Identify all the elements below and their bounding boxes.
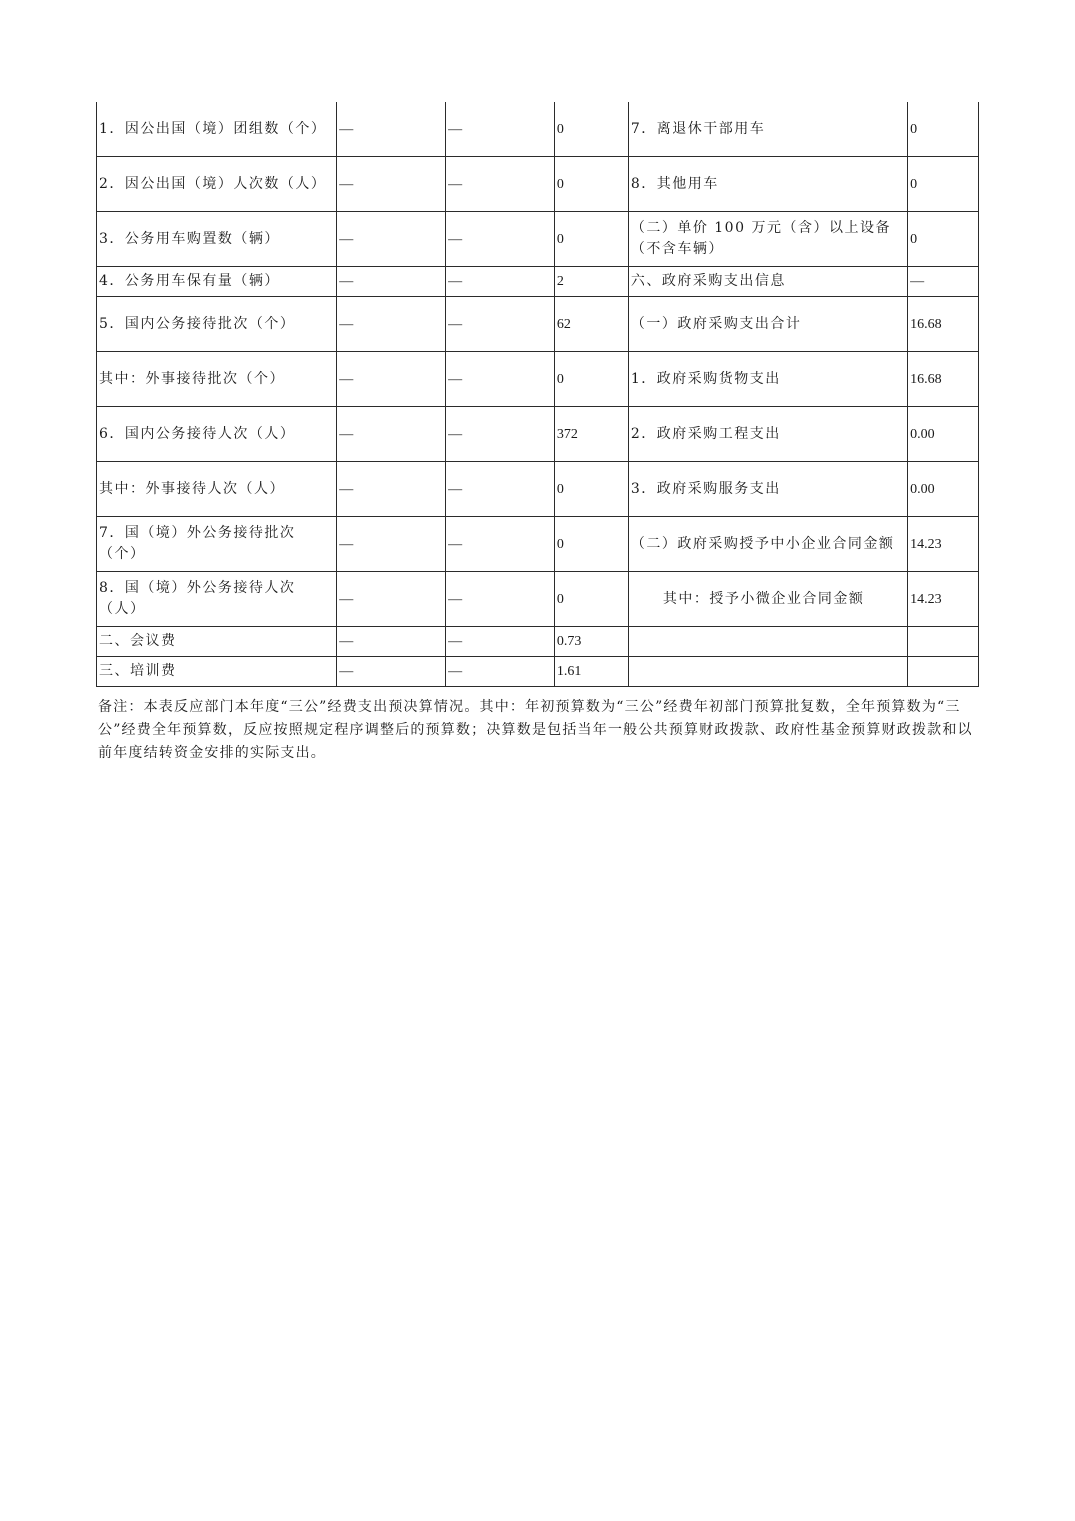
right-value-cell: 0.00 bbox=[908, 407, 979, 462]
initial-budget-cell: — bbox=[337, 267, 446, 297]
right-value-cell bbox=[908, 657, 979, 687]
right-label: 六、政府采购支出信息 bbox=[628, 267, 907, 297]
right-label: 8．其他用车 bbox=[628, 157, 907, 212]
initial-budget-cell: — bbox=[337, 157, 446, 212]
final-value-cell: 0 bbox=[554, 157, 628, 212]
table-row bbox=[97, 352, 979, 407]
annual-budget-cell: — bbox=[446, 657, 555, 687]
right-value-cell: 14.23 bbox=[908, 572, 979, 627]
right-label: 其中：授予小微企业合同金额 bbox=[628, 572, 907, 627]
row-label: 二、会议费 bbox=[97, 627, 337, 657]
right-label: （二）单价 100 万元（含）以上设备（不含车辆） bbox=[628, 212, 907, 267]
initial-budget-cell: — bbox=[337, 102, 446, 157]
initial-budget-cell: — bbox=[337, 517, 446, 572]
final-value-cell: 0 bbox=[554, 462, 628, 517]
row-label: 1．因公出国（境）团组数（个） bbox=[97, 102, 337, 157]
right-value-cell: — bbox=[908, 267, 979, 297]
right-label: （一）政府采购支出合计 bbox=[628, 297, 907, 352]
table-row bbox=[97, 157, 979, 212]
annual-budget-cell: — bbox=[446, 102, 555, 157]
right-value-cell: 0 bbox=[908, 212, 979, 267]
right-label: 2．政府采购工程支出 bbox=[628, 407, 907, 462]
final-value-cell: 0 bbox=[554, 572, 628, 627]
right-value-cell: 0.00 bbox=[908, 462, 979, 517]
right-value-cell: 0 bbox=[908, 157, 979, 212]
annual-budget-cell: — bbox=[446, 517, 555, 572]
initial-budget-cell: — bbox=[337, 462, 446, 517]
right-label: 7．离退休干部用车 bbox=[628, 102, 907, 157]
table-footnote: 备注：本表反应部门本年度“三公”经费支出预决算情况。其中：年初预算数为“三公”经费年初部门预算批复数，全年预算数为“三公”经费全年预算数，反应按照规定程序调整后的预算数；决算数是包括当年一般公共预算财政拨款、政府性基金预算财政拨款和以前年度结转资金安排的实际支出。 bbox=[98, 699, 973, 761]
table-row bbox=[97, 102, 979, 157]
annual-budget-cell: — bbox=[446, 627, 555, 657]
table-row bbox=[97, 212, 979, 267]
initial-budget-cell: — bbox=[337, 407, 446, 462]
table-row bbox=[97, 657, 979, 687]
final-value-cell: 62 bbox=[554, 297, 628, 352]
right-label bbox=[628, 657, 907, 687]
row-label: 8．国（境）外公务接待人次（人） bbox=[97, 572, 337, 627]
initial-budget-cell: — bbox=[337, 352, 446, 407]
table-row bbox=[97, 627, 979, 657]
table-row bbox=[97, 462, 979, 517]
annual-budget-cell: — bbox=[446, 267, 555, 297]
right-label: （二）政府采购授予中小企业合同金额 bbox=[628, 517, 907, 572]
table-row bbox=[97, 407, 979, 462]
right-label: 3．政府采购服务支出 bbox=[628, 462, 907, 517]
right-label bbox=[628, 627, 907, 657]
annual-budget-cell: — bbox=[446, 297, 555, 352]
table-row bbox=[97, 517, 979, 572]
three-public-expenses-table bbox=[96, 102, 979, 687]
right-value-cell: 0 bbox=[908, 102, 979, 157]
annual-budget-cell: — bbox=[446, 157, 555, 212]
row-label: 4．公务用车保有量（辆） bbox=[97, 267, 337, 297]
row-label: 6．国内公务接待人次（人） bbox=[97, 407, 337, 462]
right-label: 1．政府采购货物支出 bbox=[628, 352, 907, 407]
annual-budget-cell: — bbox=[446, 352, 555, 407]
initial-budget-cell: — bbox=[337, 297, 446, 352]
row-label: 3．公务用车购置数（辆） bbox=[97, 212, 337, 267]
final-value-cell: 372 bbox=[554, 407, 628, 462]
row-label: 7．国（境）外公务接待批次（个） bbox=[97, 517, 337, 572]
final-value-cell: 0 bbox=[554, 102, 628, 157]
row-label: 三、培训费 bbox=[97, 657, 337, 687]
final-value-cell: 0 bbox=[554, 352, 628, 407]
annual-budget-cell: — bbox=[446, 572, 555, 627]
right-value-cell bbox=[908, 627, 979, 657]
right-value-cell: 16.68 bbox=[908, 352, 979, 407]
annual-budget-cell: — bbox=[446, 462, 555, 517]
final-value-cell: 0 bbox=[554, 212, 628, 267]
initial-budget-cell: — bbox=[337, 657, 446, 687]
row-label: 2．因公出国（境）人次数（人） bbox=[97, 157, 337, 212]
row-label: 5．国内公务接待批次（个） bbox=[97, 297, 337, 352]
final-value-cell: 1.61 bbox=[554, 657, 628, 687]
annual-budget-cell: — bbox=[446, 407, 555, 462]
table-row bbox=[97, 572, 979, 627]
initial-budget-cell: — bbox=[337, 572, 446, 627]
row-label: 其中：外事接待人次（人） bbox=[97, 462, 337, 517]
table-row bbox=[97, 297, 979, 352]
right-value-cell: 16.68 bbox=[908, 297, 979, 352]
initial-budget-cell: — bbox=[337, 627, 446, 657]
right-value-cell: 14.23 bbox=[908, 517, 979, 572]
annual-budget-cell: — bbox=[446, 212, 555, 267]
final-value-cell: 0.73 bbox=[554, 627, 628, 657]
row-label: 其中：外事接待批次（个） bbox=[97, 352, 337, 407]
initial-budget-cell: — bbox=[337, 212, 446, 267]
table-row bbox=[97, 267, 979, 297]
final-value-cell: 2 bbox=[554, 267, 628, 297]
final-value-cell: 0 bbox=[554, 517, 628, 572]
